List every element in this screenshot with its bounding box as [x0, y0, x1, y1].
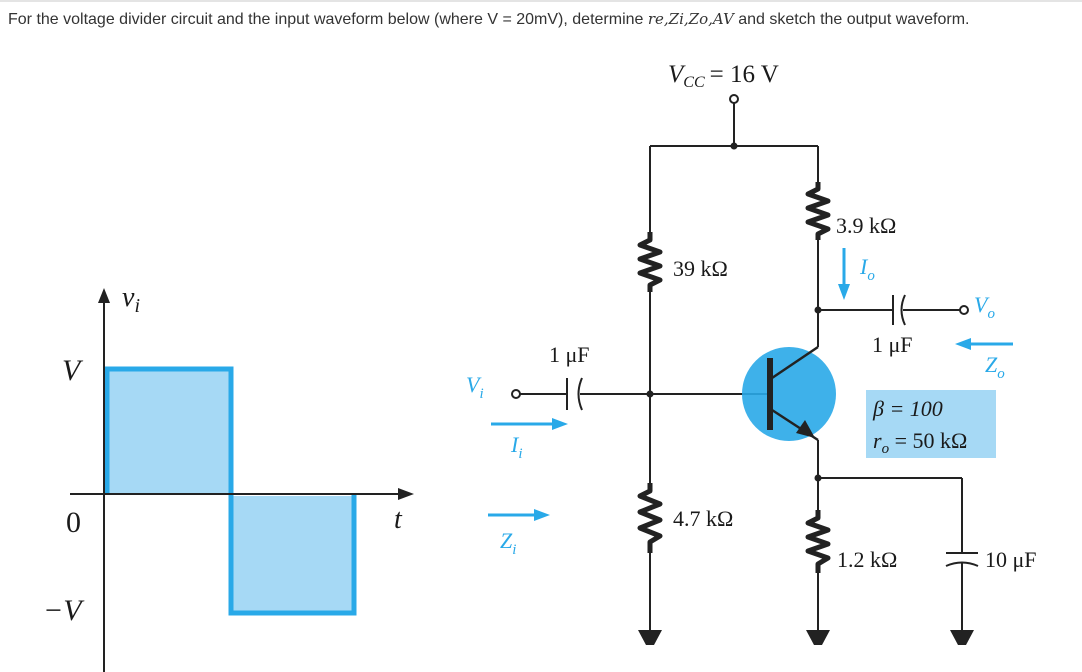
time-axis-arrow	[398, 488, 414, 500]
ro-label: $r_o = 50$ kΩ	[873, 428, 968, 457]
resistor-r1	[640, 232, 660, 292]
level-low-label: −V	[43, 594, 82, 627]
resistor-r2	[640, 483, 660, 553]
rc-label: 3.9 kΩ	[836, 213, 897, 238]
time-axis-label: t	[394, 504, 402, 535]
voltage-axis-label: $v_i$	[122, 282, 140, 317]
io-label: $I_o$	[860, 254, 875, 284]
re-label: 1.2 kΩ	[837, 547, 898, 572]
vout-label: $V_o$	[974, 292, 995, 322]
cin-label: 1 μF	[549, 342, 590, 367]
ground-ce	[950, 630, 974, 645]
bjt-transistor	[742, 347, 836, 441]
level-zero-label: 0	[66, 506, 81, 539]
vin-label: $V_i$	[466, 372, 484, 402]
cout-label: 1 μF	[872, 332, 913, 357]
ce-label: 10 μF	[985, 547, 1037, 572]
r1-label: 39 kΩ	[673, 256, 728, 281]
level-high-label: V	[62, 354, 81, 387]
question-suffix: and sketch the output waveform.	[733, 11, 970, 28]
positive-pulse-fill	[107, 370, 230, 494]
ii-label: $I_i$	[511, 432, 523, 462]
voltage-axis-arrow	[98, 288, 110, 303]
vin-terminal	[512, 390, 520, 398]
vcc-terminal	[730, 95, 738, 103]
input-capacitor	[567, 378, 582, 410]
ground-r2	[638, 630, 662, 645]
circuit-figure	[11, 60, 1082, 672]
zo-label: $Z_o$	[985, 352, 1005, 382]
resistor-re	[808, 510, 828, 573]
question-variables: re,Zi,Zo,AV	[647, 10, 734, 28]
negative-pulse-fill	[232, 496, 353, 612]
r2-label: 4.7 kΩ	[673, 506, 734, 531]
question-text	[8, 6, 1068, 33]
input-waveform	[43, 282, 414, 672]
vout-terminal	[960, 306, 968, 314]
top-divider	[0, 0, 1082, 2]
ground-re	[806, 630, 830, 645]
resistor-rc	[808, 182, 828, 240]
beta-label: β = 100	[873, 396, 943, 421]
vcc-label: $V_{CC} = 16$ V	[668, 61, 779, 91]
question-prefix: For the voltage divider circuit and the input waveform below (where V = 20mV), determine	[8, 11, 648, 28]
zi-label: $Z_i$	[500, 528, 517, 558]
